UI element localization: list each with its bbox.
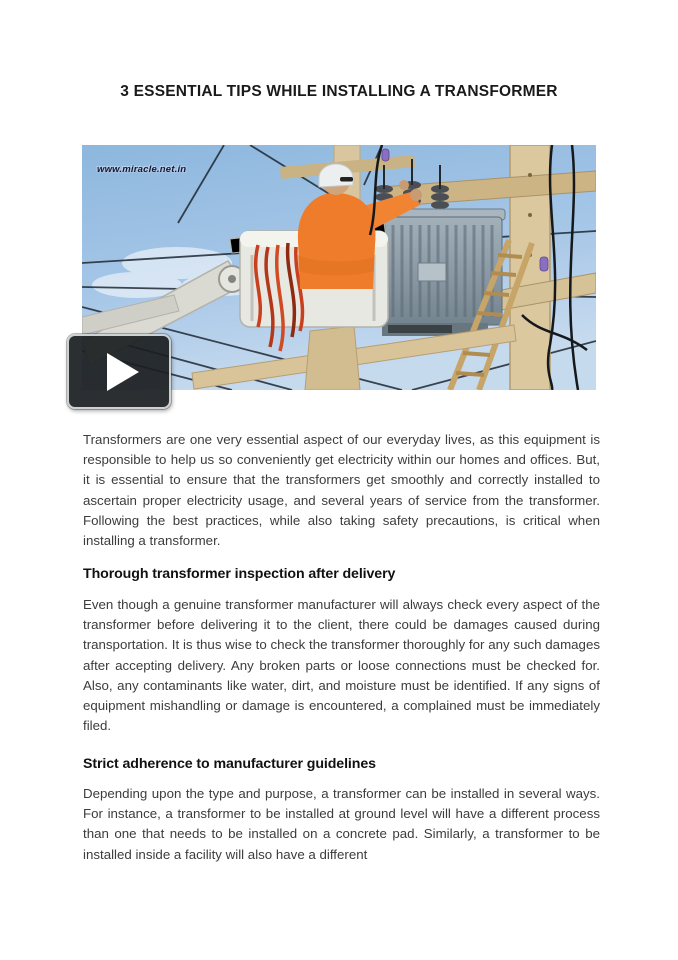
watermark-text: www.miracle.net.in <box>97 164 187 175</box>
subheading-guidelines: Strict adherence to manufacturer guidelines <box>83 756 376 772</box>
play-triangle-icon <box>107 353 139 391</box>
subheading-inspection: Thorough transformer inspection after delivery <box>83 566 396 582</box>
play-button[interactable] <box>67 334 171 409</box>
paragraph-intro: Transformers are one very essential aspect of our everyday lives, as this equipment is responsible to help us so conveniently get electricity within our homes and offices. But, it is essential to ensure that the transformers get smoothly and correctly installed to ascertain proper electricity usage, and several years of service from the transformer. Following the best practices, while also taking safety precautions, is critical when installing a transformer. <box>83 432 600 549</box>
paragraph-guidelines: Depending upon the type and purpose, a transformer can be installed in several ways. For instance, a transformer to be installed at ground level will have a different process than one that needs to be installed on a concrete pad. Similarly, a transformer to be installed inside a facility will also have a different <box>83 786 600 862</box>
paragraph-inspection: Even though a genuine transformer manufacturer will always check every aspect of the transformer before delivering it to the client, there could be damages caused during transportation. It is thus wise to check the transformer thoroughly for any such damages after accepting delivery. Any broken parts or loose connections must be checked for. Also, any contaminants like water, dirt, and moisture must be identified. If any signs of equipment mishandling or damage is encountered, a complained must be immediately filed. <box>83 597 600 734</box>
page-title: 3 ESSENTIAL TIPS WHILE INSTALLING A TRANSFORMER <box>120 83 558 100</box>
video-player[interactable] <box>82 145 596 390</box>
